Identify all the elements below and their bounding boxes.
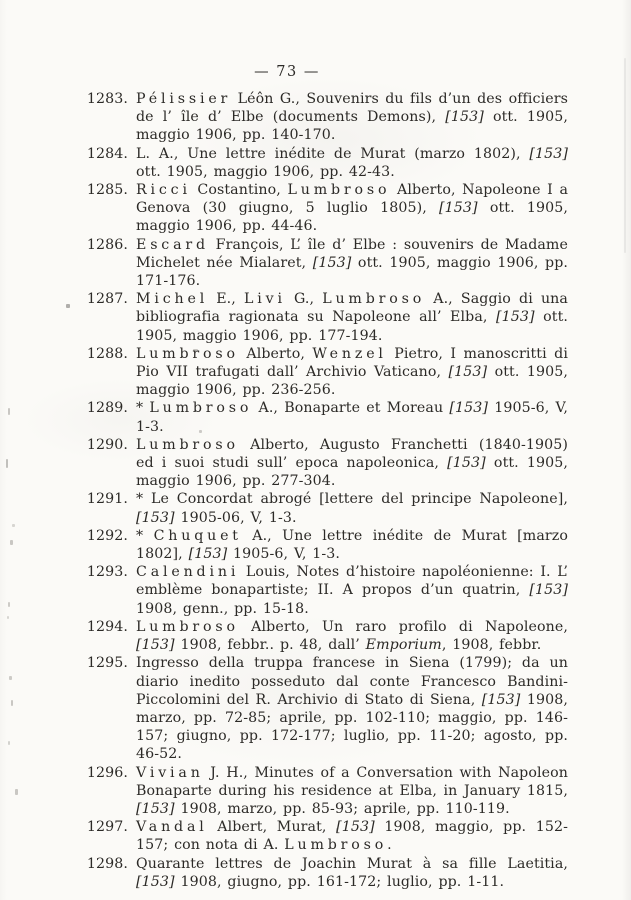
text-segment: A., Saggio di una bibliografia ragionata su Napoleone all’ Elba, [136, 291, 568, 326]
entry-number: 1294. [86, 618, 128, 635]
author-name: Vandal [136, 819, 208, 836]
author-name: Lumbroso [284, 837, 388, 854]
scan-speck [193, 349, 198, 351]
scan-speck [8, 408, 10, 415]
scan-speck [9, 676, 12, 680]
entry-number: 1288. [86, 345, 128, 362]
author-name: Calendini [136, 564, 240, 581]
bibliography-entry [82, 290, 568, 345]
text-segment: L. A., Une lettre inédite de Murat (marzo 1802), [136, 145, 530, 162]
text-segment: . [387, 837, 392, 854]
entry-number: 1290. [86, 436, 128, 453]
author-name: Lumbroso [136, 618, 239, 635]
text-segment: J. H., Minutes of a Conversation with Napoleon Bonaparte during his residence at Elba, in January 1815, [136, 764, 568, 799]
italic-reference: [153] [529, 145, 568, 162]
text-segment: ott. 1905, maggio 1906, pp. 42-43. [136, 163, 395, 180]
scan-speck [11, 700, 13, 706]
author-name: Livi [243, 291, 286, 308]
scan-speck [7, 616, 9, 619]
text-segment: A., Une lettre inédite de Murat [marzo 1802], [136, 527, 568, 563]
text-segment: * Le Concordat abrogé [lettere del principe Napoleone], [136, 491, 568, 508]
text-segment: 1905-6, V, 1-3. [227, 546, 341, 563]
author-name: Lumbroso [287, 182, 391, 199]
entry-text [136, 182, 568, 234]
author-name: Lumbroso [136, 436, 239, 453]
italic-reference: [153] [136, 873, 175, 890]
entry-text [136, 346, 568, 398]
italic-reference: [153] [481, 691, 521, 708]
page-number: — 73 — [254, 64, 320, 80]
text-segment: E., [208, 291, 244, 308]
bibliography-entry [82, 399, 568, 435]
text-segment: Albert, Murat, [207, 819, 337, 836]
author-name: Lumbroso [149, 400, 253, 417]
author-name: Ricci [136, 182, 191, 199]
text-segment: Léôn G., Souvenirs du fils d’un des officiers de l’ île d’ Elbe (documents Demons), [136, 91, 568, 126]
entry-text [136, 91, 568, 143]
author-name: Lumbroso [322, 291, 426, 308]
entry-number: 1291. [86, 491, 128, 508]
entry-text [136, 528, 568, 562]
text-segment: 1905-6, V, 1-3. [136, 400, 568, 435]
text-segment: ott. 1905, maggio 1906, pp. 44-46. [136, 200, 568, 235]
scan-speck [15, 789, 18, 795]
text-segment: ott. 1905, maggio 1906, pp. 140-170. [136, 109, 569, 144]
entry-number: 1296. [86, 764, 128, 781]
bibliography-entry [82, 90, 568, 145]
italic-reference: [153] [136, 637, 175, 654]
text-segment: Pietro, I manoscritti di Pio VII trafugati dall’ Archivio Vaticano, [136, 345, 569, 381]
text-segment: * [136, 527, 154, 544]
entry-text [136, 437, 568, 489]
entry-text [136, 619, 568, 653]
entry-number: 1293. [86, 564, 128, 581]
italic-reference: [153] [445, 109, 484, 126]
entry-text [136, 765, 568, 817]
italic-reference: Emporium [365, 637, 442, 654]
text-segment: 1908, febbr.. p. 48, dall’ [174, 637, 366, 654]
scan-speck [6, 459, 8, 468]
author-name: Escard [136, 236, 209, 253]
italic-reference: [153] [188, 546, 228, 563]
scan-speck [12, 524, 15, 527]
bibliography-entry [82, 818, 568, 854]
entry-text [136, 564, 568, 616]
italic-reference: [153] [439, 200, 478, 217]
author-name: Michel [136, 291, 209, 308]
bibliography-entry [82, 654, 568, 763]
bibliography-entry [82, 145, 568, 181]
italic-reference: [153] [136, 800, 175, 817]
entry-number: 1289. [86, 400, 128, 417]
entry-number: 1292. [86, 527, 128, 544]
text-segment: * [136, 400, 150, 417]
bibliography-entry [82, 436, 568, 491]
scan-speck [8, 741, 10, 745]
bibliography-entry [82, 490, 568, 526]
author-name: Lumbroso [136, 345, 239, 362]
text-segment: ott. 1905, maggio 1906, pp. 177-194. [136, 309, 568, 344]
entry-text [136, 819, 568, 853]
entry-text [136, 856, 568, 890]
bibliography-entry [82, 236, 568, 291]
text-segment: Alberto, [238, 345, 313, 362]
entry-number: 1284. [86, 145, 128, 162]
entry-number: 1286. [86, 236, 128, 253]
entry-number: 1295. [86, 655, 128, 672]
bibliography-list [82, 90, 568, 891]
text-segment: 1908, giugno, pp. 161-172; luglio, pp. 1-11. [174, 873, 505, 890]
entry-text [136, 237, 568, 289]
italic-reference: [153] [336, 819, 375, 836]
text-segment: Alberto, Augusto Franchetti (1840-1905) ed i suoi studi sull’ epoca napoleonica, [136, 436, 568, 472]
scan-edge-shadow [624, 58, 626, 253]
entry-number: 1298. [86, 855, 128, 872]
italic-reference: [153] [312, 254, 352, 271]
author-name: Wenzel [312, 345, 387, 362]
text-segment: ott. 1905, maggio 1906, pp. 236-256. [136, 364, 568, 399]
text-segment: Alberto, Un raro profilo di Napoleone, [238, 618, 568, 635]
entry-text [136, 655, 568, 762]
entry-text [136, 291, 568, 343]
text-segment: Quarante lettres de Joachin Murat à sa fille Laetitia, [136, 855, 568, 872]
bibliography-entry [82, 345, 568, 400]
italic-reference: [153] [447, 455, 486, 472]
text-segment: , 1908, febbr. [441, 637, 542, 654]
italic-reference: [153] [136, 509, 175, 526]
entry-number: 1283. [86, 91, 128, 107]
scan-speck [66, 304, 70, 308]
author-name: Pélissier [136, 91, 232, 107]
entry-text [136, 146, 568, 180]
text-segment: Costantino, [190, 182, 288, 199]
author-name: Vivian [136, 764, 204, 781]
italic-reference: [153] [449, 400, 489, 417]
bibliography-entry [82, 764, 568, 819]
entry-text [136, 491, 568, 525]
text-segment: A., Bonaparte et Moreau [252, 400, 450, 417]
text-segment: Alberto, Napoleone I a Genova (30 giugno, 5 luglio 1805), [136, 182, 568, 217]
text-segment: Louis, Notes d’histoire napoléonienne: I. L’ emblème bonapartiste; II. A propos d’un quatrin, [136, 564, 568, 599]
bibliography-entry [82, 563, 568, 618]
scan-speck [10, 540, 13, 545]
scan-speck [199, 430, 202, 433]
scan-speck [8, 602, 10, 607]
text-segment: 1908, marzo, pp. 72-85; aprile, pp. 102-110; maggio, pp. 146-157; giugno, pp. 172-177; luglio, pp. 11-20; agosto, pp. 46-52. [136, 691, 568, 763]
entry-number: 1285. [86, 182, 128, 199]
entry-number: 1297. [86, 819, 128, 836]
bibliography-entry [82, 855, 568, 891]
italic-reference: [153] [448, 364, 488, 381]
text-segment: 1908, genn., pp. 15-18. [136, 600, 309, 617]
text-segment: 1908, marzo, pp. 85-93; aprile, pp. 110-119. [174, 800, 510, 817]
entry-number: 1287. [86, 291, 128, 308]
text-segment: François, L’ île d’ Elbe : souvenirs de Madame Michelet née Mialaret, [136, 236, 568, 271]
text-segment: ott. 1905, maggio 1906, pp. 277-304. [136, 455, 569, 490]
text-segment: ott. 1905, maggio 1906, pp. 171-176. [136, 254, 568, 290]
author-name: Chuquet [153, 527, 242, 544]
text-segment: 1905-06, V, 1-3. [174, 509, 297, 526]
text-segment: G., [285, 291, 323, 308]
bibliography-entry [82, 181, 568, 236]
bibliography-entry [82, 527, 568, 563]
italic-reference: [153] [496, 309, 535, 326]
text-segment: 1908, maggio, pp. 152-157; con nota di A. [136, 819, 569, 854]
italic-reference: [153] [529, 582, 568, 599]
text-segment: Ingresso della truppa francese in Siena (1799); da un diario inedito posseduto dal conte Francesco Bandini-Piccolomini del R. Archivio di Stato di Siena, [136, 655, 568, 708]
scan-speck [336, 828, 338, 833]
bibliography-entry [82, 618, 568, 654]
